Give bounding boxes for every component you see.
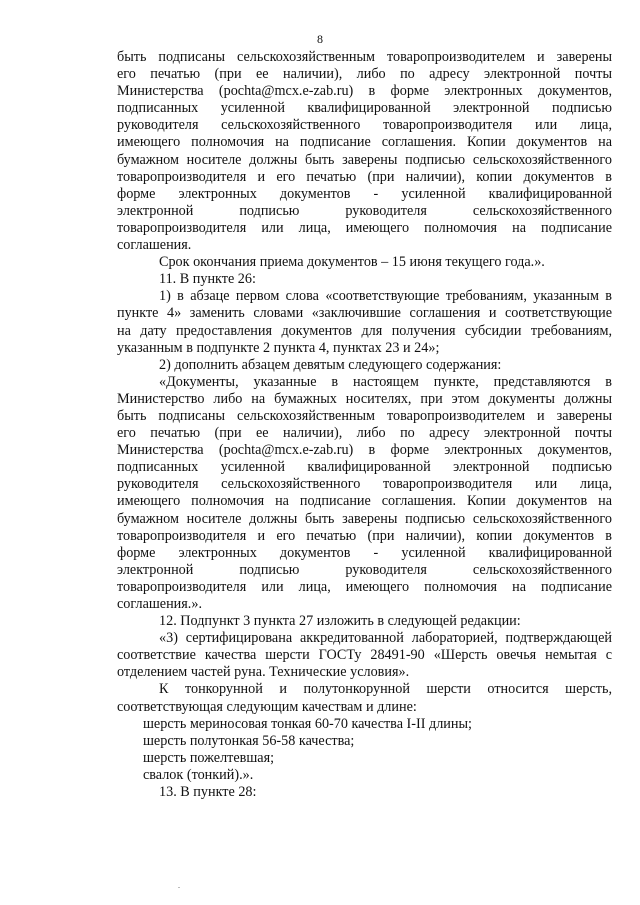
text-line: соглашения. bbox=[117, 237, 192, 254]
text-line: на дату предоставления документов для получения субсидии требованиям, bbox=[117, 322, 612, 339]
text-line: шерсть пожелтевшая; bbox=[143, 749, 275, 766]
text-line: Срок окончания приема документов – 15 июня текущего года.». bbox=[159, 254, 545, 271]
text-line: Министерство либо на бумажных носителях, при этом документы должны bbox=[117, 390, 612, 407]
text-line: Министерства (pochta@mcx.e-zab.ru) в форме электронных документов, bbox=[117, 83, 612, 100]
text-line: бумажном носителе должны быть заверены подписью сельскохозяйственного bbox=[117, 510, 612, 527]
text-line: 12. Подпункт 3 пункта 27 изложить в следующей редакции: bbox=[159, 613, 521, 630]
text-line: шерсть полутонкая 56-58 качества; bbox=[143, 732, 355, 749]
text-line: руководителя сельскохозяйственного товаропроизводителя или лица, bbox=[117, 476, 612, 493]
text-line: К тонкорунной и полутонкорунной шерсти относится шерсть, bbox=[159, 681, 612, 698]
text-line: электронной подписью руководителя сельскохозяйственного bbox=[117, 561, 612, 578]
text-line: свалок (тонкий).». bbox=[143, 766, 254, 783]
text-line: «3) сертифицирована аккредитованной лабораторией, подтверждающей bbox=[159, 630, 612, 647]
text-line: имеющего полномочия на подписание соглашения. Копии документов на bbox=[117, 493, 612, 510]
text-line: указанным в подпункте 2 пункта 4, пунктах 23 и 24»; bbox=[117, 339, 440, 356]
text-line: форме электронных документов - усиленной квалифицированной bbox=[117, 185, 612, 202]
text-line: электронной подписью руководителя сельскохозяйственного bbox=[117, 202, 612, 219]
text-line: товаропроизводителя и его печатью (при наличии), копии документов в bbox=[117, 168, 612, 185]
text-line: товаропроизводителя и его печатью (при наличии), копии документов в bbox=[117, 527, 612, 544]
text-line: бумажном носителе должны быть заверены подписью сельскохозяйственного bbox=[117, 151, 612, 168]
text-line: пункте 4» заменить словами «заключившие соглашения и соответствующие bbox=[117, 305, 612, 322]
text-line: шерсть мериносовая тонкая 60-70 качества I-II длины; bbox=[143, 715, 472, 732]
text-line: соглашения.». bbox=[117, 596, 202, 612]
text-line: «Документы, указанные в настоящем пункте, представляются в bbox=[159, 373, 612, 390]
text-line: отделением частей руна. Технические условия». bbox=[117, 664, 410, 681]
text-line: подписанных усиленной квалифицированной электронной подписью bbox=[117, 100, 612, 117]
text-line: 11. В пункте 26: bbox=[159, 271, 256, 288]
text-line: 1) в абзаце первом слова «соответствующие требованиям, указанным в bbox=[159, 288, 612, 305]
text-line: имеющего полномочия на подписание соглашения. Копии документов на bbox=[117, 134, 612, 151]
page-number: 8 bbox=[317, 32, 323, 46]
text-line: 13. В пункте 28: bbox=[159, 784, 257, 801]
text-line: товаропроизводителя или лица, имеющего полномочия на подписание bbox=[117, 219, 612, 236]
text-line: Министерства (pochta@mcx.e-zab.ru) в форме электронных документов, bbox=[117, 442, 612, 459]
text-line: его печатью (при ее наличии), либо по адресу электронной почты bbox=[117, 425, 612, 442]
text-line: быть подписаны сельскохозяйственным товаропроизводителем и заверены bbox=[117, 407, 612, 424]
text-line: 2) дополнить абзацем девятым следующего содержания: bbox=[159, 356, 502, 373]
text-line: соответствие качества шерсти ГОСТу 28491-90 «Шерсть овечья немытая с bbox=[117, 647, 612, 664]
document-body bbox=[117, 49, 612, 801]
text-line: товаропроизводителя или лица, имеющего полномочия на подписание bbox=[117, 578, 612, 595]
text-line: быть подписаны сельскохозяйственным товаропроизводителем и заверены bbox=[117, 49, 612, 65]
text-line: соответствующая следующим качествам и длине: bbox=[117, 698, 417, 715]
text-line: его печатью (при ее наличии), либо по адресу электронной почты bbox=[117, 66, 612, 83]
text-line: форме электронных документов - усиленной квалифицированной bbox=[117, 544, 612, 561]
scan-artifact bbox=[178, 887, 180, 888]
text-line: руководителя сельскохозяйственного товаропроизводителя или лица, bbox=[117, 117, 612, 134]
text-line: подписанных усиленной квалифицированной электронной подписью bbox=[117, 459, 612, 476]
